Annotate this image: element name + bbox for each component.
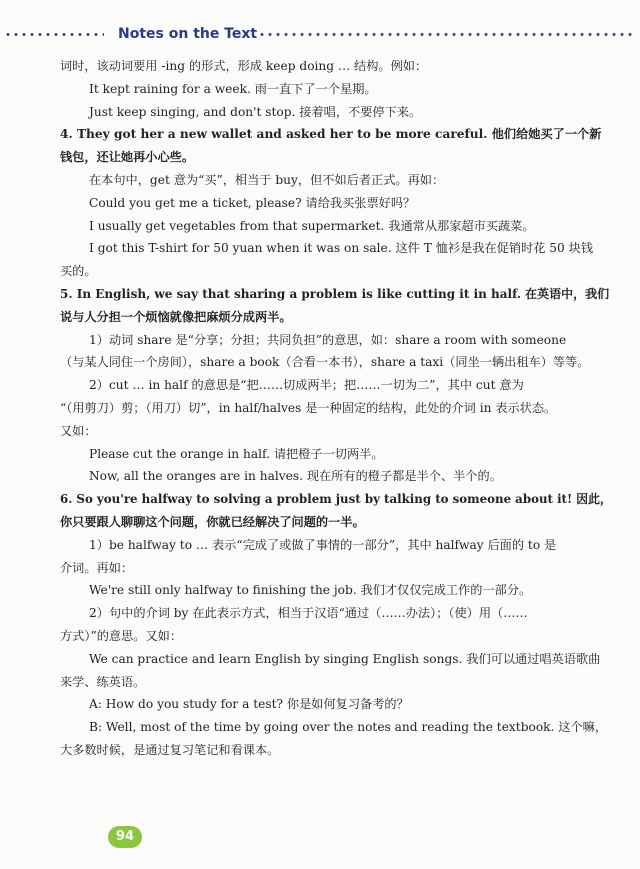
note-heading-4: 4. They got her a new wallet and asked her to be more careful. 他们给她买了一个新 (60, 127, 602, 142)
dialogue-line-b-cont: 大多数时候，是通过复习笔记和看课本。 (60, 742, 280, 757)
explanation-line: 1）be halfway to … 表示“完成了或做了事情的一部分”，其中 halfway 后面的 to 是 (89, 537, 557, 552)
note-heading-6: 6. So you're halfway to solving a problem just by talking to someone about it! 因此， (60, 492, 612, 507)
page-number: 94 (115, 829, 135, 844)
running-header (0, 24, 640, 44)
dialogue-line-b: B: Well, most of the time by going over the notes and reading the textbook. 这个嘛， (89, 720, 608, 735)
note-heading-4-cont: 钱包，还让她再小心些。 (60, 150, 195, 165)
note-heading-6-cont: 你只要跟人聊聊这个问题，你就已经解决了问题的一半。 (60, 514, 365, 529)
example-sentence: It kept raining for a week. 雨一直下了一个星期。 (89, 81, 377, 96)
example-sentence: We can practice and learn English by singing English songs. 我们可以通过唱英语歌曲 (89, 651, 601, 666)
header-dots-left (4, 33, 104, 36)
explanation-line: 在本句中，get 意为“买”，相当于 buy，但不如后者正式。再如： (89, 172, 445, 187)
dialogue-line-a: A: How do you study for a test? 你是如何复习备考的？ (89, 697, 409, 712)
header-title: Notes on the Text (118, 26, 258, 42)
note-heading-5: 5. In English, we say that sharing a problem is like cutting it in half. 在英语中，我们 (60, 286, 610, 301)
text-line: 词时，该动词要用 -ing 的形式，形成 keep doing … 结构。例如： (60, 59, 428, 73)
example-sentence: I got this T-shirt for 50 yuan when it was on sale. 这件 T 恤衫是我在促销时花 50 块钱 (89, 241, 594, 256)
example-sentence: Just keep singing, and don't stop. 接着唱，不要停下来。 (89, 104, 422, 119)
explanation-line-cont: 介词。再如： (60, 560, 134, 575)
explanation-line-cont: “（用剪刀）剪；（用刀）切”，in half/halves 是一种固定的结构，此处的介词 in 表示状态。 (60, 400, 557, 415)
explanation-line: 2）句中的介词 by 在此表示方式，相当于汉语“通过（……办法）；（使）用（…… (89, 606, 528, 621)
example-sentence: Please cut the orange in half. 请把橙子一切两半。 (89, 446, 384, 461)
example-sentence: Could you get me a ticket, please? 请给我买张票好吗？ (89, 195, 416, 210)
explanation-line-cont: （与某人同住一个房间），share a book（合看一本书），share a taxi（同坐一辆出租车）等等。 (60, 355, 590, 370)
example-sentence-cont: 买的。 (60, 264, 97, 279)
example-sentence: We're still only halfway to finishing the job. 我们才仅仅完成工作的一部分。 (89, 583, 532, 598)
example-sentence: I usually get vegetables from that supermarket. 我通常从那家超市买蔬菜。 (89, 218, 535, 233)
example-sentence: Now, all the oranges are in halves. 现在所有的橙子都是半个、半个的。 (89, 469, 502, 484)
header-dots-right (258, 33, 636, 36)
example-sentence-cont: 来学、练英语。 (60, 674, 146, 689)
note-heading-5-cont: 说与人分担一个烦恼就像把麻烦分成两半。 (60, 309, 292, 324)
explanation-line-cont: 方式）”的意思。又如： (60, 628, 183, 643)
explanation-line-cont: 又如： (60, 423, 97, 438)
explanation-line: 2）cut … in half 的意思是“把……切成两半；把……一切为二”，其中 cut 意为 (89, 378, 524, 393)
page-body (60, 55, 612, 762)
explanation-line: 1）动词 share 是“分享；分担；共同负担”的意思，如：share a room with someone (89, 332, 567, 347)
